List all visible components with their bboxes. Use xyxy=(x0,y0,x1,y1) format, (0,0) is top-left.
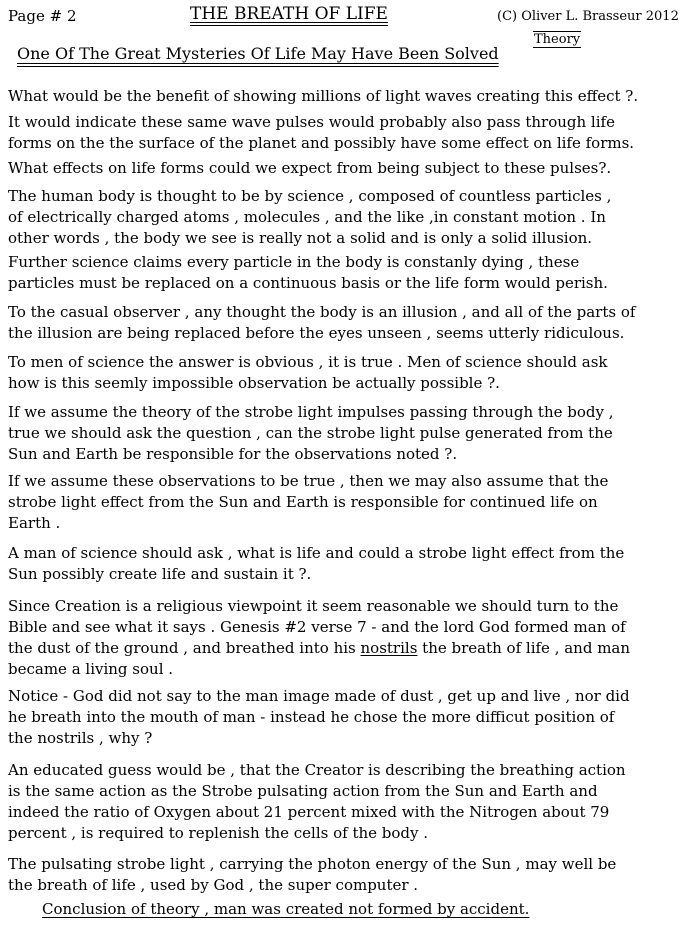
paragraph-12: Notice - God did not say to the man image made of dust , get up and live , nor did he breath into the mouth of man - instead he chose the more difficut position of the nostrils , why ? xyxy=(8,687,630,747)
conclusion-line: Conclusion of theory , man was created not formed by accident. xyxy=(42,900,530,918)
paragraph-6: To the casual observer , any thought the body is an illusion , and all of the parts of the illusion are being replaced before the eyes unseen , seems utterly ridiculous. xyxy=(8,303,636,342)
paragraph-8: If we assume the theory of the strobe light impulses passing through the body , true we should ask the question , can the strobe light pulse generated from the Sun and Earth be responsible for the observations noted ?. xyxy=(8,403,614,463)
copyright-notice: (C) Oliver L. Brasseur 2012 xyxy=(497,9,679,24)
document-subtitle: One Of The Great Mysteries Of Life May Have Been Solved xyxy=(17,44,499,63)
paragraph-10: A man of science should ask , what is life and could a strobe light effect from the Sun possibly create life and sustain it ?. xyxy=(8,544,625,583)
document-title: THE BREATH OF LIFE xyxy=(190,4,388,24)
page-number: Page # 2 xyxy=(8,7,77,25)
paragraph-14: The pulsating strobe light , carrying the photon energy of the Sun , may well be the breath of life , used by God , the super computer . xyxy=(8,855,617,894)
paragraph-2: It would indicate these same wave pulses would probably also pass through life forms on the the surface of the planet and possibly have some effect on life forms. xyxy=(8,113,635,152)
genesis-text: Since Creation is a religious viewpoint it seem reasonable we should turn to the Bible and see what it says . Genesis #2 verse 7 - and the lord God formed man of the dust of the ground , and breathed into his xyxy=(8,597,626,657)
paragraph-3: What effects on life forms could we expect from being subject to these pulses?. xyxy=(8,159,612,177)
genesis-tail: the breath of life , and man became a living soul . xyxy=(8,639,631,678)
paragraph-7: To men of science the answer is obvious , it is true . Men of science should ask how is this seemly impossible observation be actually possible ?. xyxy=(8,353,608,392)
paragraph-1: What would be the benefit of showing millions of light waves creating this effect ?. xyxy=(8,87,639,105)
theory-label: Theory xyxy=(534,32,581,47)
paragraph-5: Further science claims every particle in the body is constanly dying , these particles must be replaced on a continuous basis or the life form would perish. xyxy=(8,253,608,292)
underlined-word: nostrils xyxy=(360,639,418,657)
paragraph-9: If we assume these observations to be true , then we may also assume that the strobe light effect from the Sun and Earth is responsible for continued life on Earth . xyxy=(8,472,609,532)
paragraph-4: The human body is thought to be by science , composed of countless particles , of electrically charged atoms , molecules , and the like ,in constant motion . In other words , the body we see is really not a solid and is only a solid illusion. xyxy=(8,187,612,247)
paragraph-11-genesis xyxy=(8,596,688,680)
paragraph-13: An educated guess would be , that the Creator is describing the breathing action is the same action as the Strobe pulsating action from the Sun and Earth and indeed the ratio of Oxygen about 21 percent mixed with the Nitrogen about 79 percent , is required to replenish the cells of the body . xyxy=(8,761,626,842)
